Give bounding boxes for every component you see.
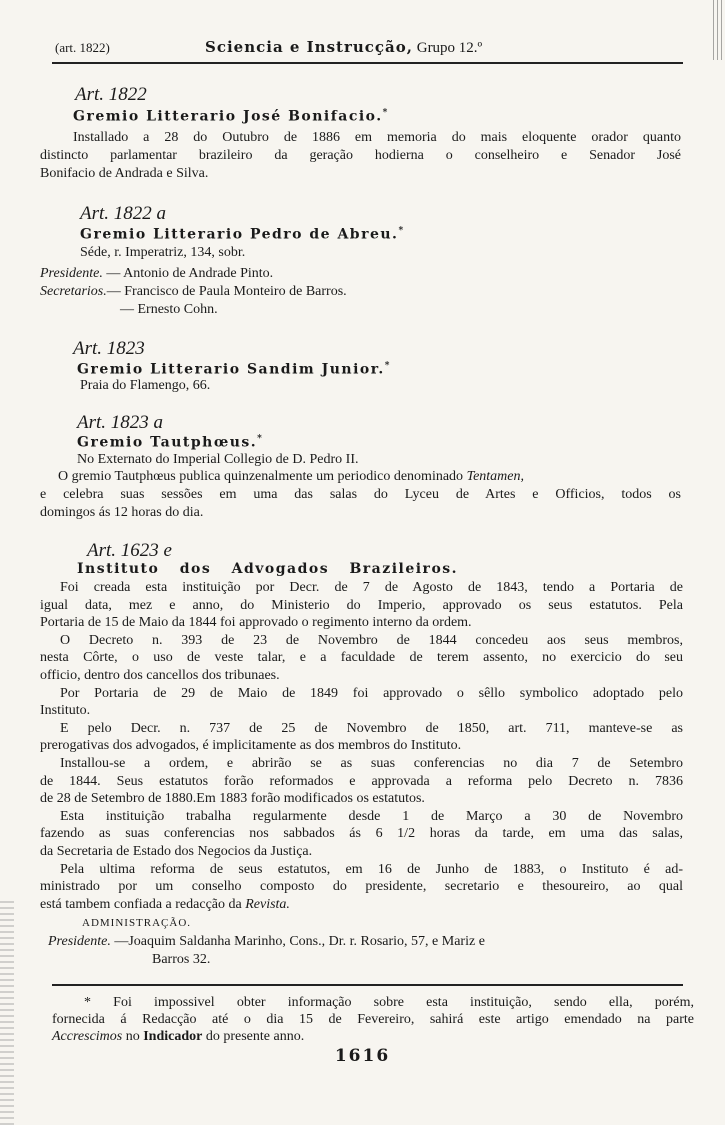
- text-line: Bonifacio de Andrada e Silva.: [40, 166, 209, 181]
- text-line: prerogativas dos advogados, é implicitamente as dos membros do Instituto.: [40, 738, 462, 754]
- footnote-line: fornecida á Redacção até o dia 15 de Fevereiro, sahirá este artigo emendado na parte: [52, 1012, 694, 1027]
- text-line: da Secretaria de Estado dos Negocios da Justiça.: [40, 844, 313, 859]
- header-rule: [52, 62, 683, 64]
- entry-title: Gremio Tautphœus.*: [77, 434, 264, 451]
- text-line: O gremio Tautphœus publica quinzenalmente um periodico denominado Tentamen,: [58, 469, 524, 484]
- text-line: Installado a 28 do Outubro de 1886 em memoria do mais eloquente orador quanto: [73, 130, 681, 145]
- text-line: igual data, mez e anno, do Ministerio do Imperio, approvado os seus estatutos. Pela: [40, 597, 683, 613]
- text-line: E pelo Decr. n. 737 de 25 de Novembro de 1850, art. 711, manteve-se as: [60, 720, 683, 736]
- text-line: Pela ultima reforma de seus estatutos, em 16 de Junho de 1883, o Instituto é ad-: [60, 861, 683, 877]
- text-line: O Decreto n. 393 de 23 de Novembro de 1844 concedeu aos seus membros,: [60, 632, 683, 648]
- text-line: distincto parlamentar brazileiro da geração hodierna o conselheiro e Senador José: [40, 148, 681, 163]
- officer-line: Secretarios.— Francisco de Paula Monteiro de Barros.: [40, 284, 347, 299]
- text-line: Praia do Flamengo, 66.: [80, 378, 211, 393]
- footnote-rule: [52, 984, 683, 986]
- scan-edge-top-right: [713, 0, 725, 60]
- text-line: officio, dentro dos cancellos dos tribunaes.: [40, 668, 280, 683]
- text-line: nesta Côrte, o uso de veste talar, e a faculdade de terem assento, no exercicio do seu: [40, 650, 683, 666]
- scan-edge-left: [0, 900, 14, 1125]
- text-line: Instituto.: [40, 703, 91, 719]
- text-line: de 1844. Seus estatutos forão reformados e approvada a reforma pelo Decreto n. 7836: [40, 773, 683, 789]
- text-line: Installou-se a ordem, e abrirão se as suas conferencias no dia 7 de Setembro: [60, 756, 683, 771]
- article-number: Art. 1822 a: [80, 203, 167, 224]
- article-number: Art. 1823: [73, 338, 145, 359]
- header-left: (art. 1822): [55, 40, 110, 55]
- president-line-cont: Barros 32.: [152, 952, 211, 967]
- admin-label: ADMINISTRAÇÃO.: [82, 917, 192, 929]
- page-number: 1616: [334, 1046, 391, 1066]
- text-line: No Externato do Imperial Collegio de D. Pedro II.: [77, 452, 359, 467]
- president-line: Presidente. —Joaquim Saldanha Marinho, Cons., Dr. r. Rosario, 57, e Mariz e: [48, 934, 485, 949]
- text-line: domingos ás 12 horas do dia.: [40, 505, 204, 520]
- text-line: Esta instituição trabalha regularmente desde 1 de Março a 30 de Novembro: [60, 808, 683, 824]
- text-line: Séde, r. Imperatriz, 134, sobr.: [80, 245, 246, 260]
- text-line: e celebra suas sessões em uma das salas do Lyceu de Artes e Officios, todos os: [40, 487, 681, 502]
- article-number: Art. 1623 e: [87, 540, 172, 561]
- header-section: Sciencia e Instrucção,: [205, 38, 413, 56]
- entry-title: Gremio Litterario Sandim Junior.*: [77, 361, 391, 378]
- entry-title: Gremio Litterario José Bonifacio.*: [73, 108, 389, 125]
- text-line: Por Portaria de 29 de Maio de 1849 foi approvado o sêllo symbolico adoptado pelo: [60, 685, 683, 701]
- officer-line: Presidente. — Antonio de Andrade Pinto.: [40, 266, 274, 281]
- footnote-line: Accrescimos no Indicador do presente anno.: [52, 1029, 305, 1044]
- text-line: ministrado por um conselho composto do presidente, secretario e thesoureiro, ao qual: [40, 879, 683, 895]
- text-line: Portaria de 15 de Maio da 1844 foi approvado o regimento interno da ordem.: [40, 615, 472, 631]
- article-number: Art. 1822: [75, 84, 147, 105]
- officer-line: — Ernesto Cohn.: [120, 302, 218, 317]
- text-line: fazendo as suas conferencias nos sabbados ás 6 1/2 horas da tarde, em uma das salas,: [40, 826, 683, 842]
- entry-title: Gremio Litterario Pedro de Abreu.*: [80, 226, 405, 243]
- header-center: [205, 38, 482, 57]
- text-line: Foi creada esta instituição por Decr. de 7 de Agosto de 1843, tendo a Portaria de: [60, 580, 683, 595]
- journal-name: Revista.: [245, 896, 290, 912]
- text-line: está tambem confiada a redacção da Revista.: [40, 896, 290, 912]
- entry-title: Instituto dos Advogados Brazileiros.: [77, 561, 459, 577]
- text-line: de 28 de Setembro de 1880.Em 1883 forão modificados os estatutos.: [40, 791, 425, 807]
- header-group: Grupo 12.º: [412, 40, 483, 56]
- footnote-line: * Foi impossivel obter informação sobre esta instituição, sendo ella, porém,: [84, 995, 694, 1010]
- running-header: [55, 36, 680, 60]
- article-number: Art. 1823 a: [77, 412, 164, 433]
